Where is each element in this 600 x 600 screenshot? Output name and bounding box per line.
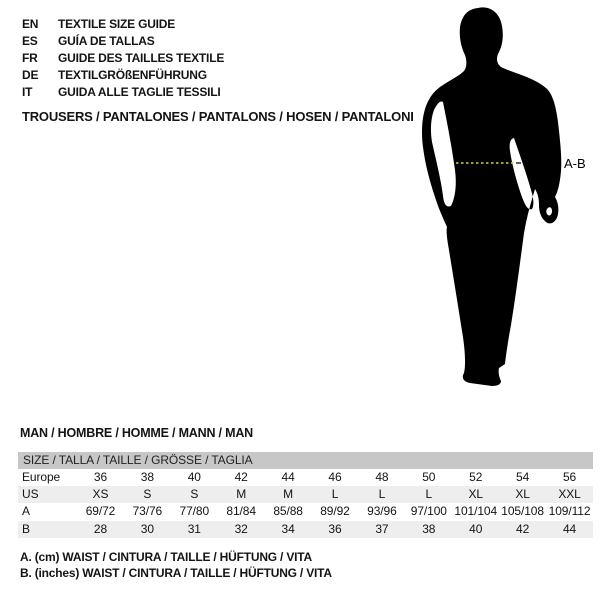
language-label: TEXTILGRÖßENFÜHRUNG bbox=[58, 67, 207, 82]
size-cell: 37 bbox=[375, 521, 389, 536]
size-cell: 85/88 bbox=[273, 504, 303, 519]
language-label: GUIDE DES TAILLES TEXTILE bbox=[58, 50, 225, 65]
size-cell: 48 bbox=[375, 470, 389, 484]
footnotes bbox=[20, 550, 332, 581]
footnote: A. (cm) WAIST / CINTURA / TAILLE / HÜFTUNG / VITA bbox=[20, 550, 312, 564]
man-silhouette bbox=[422, 7, 561, 386]
size-cell: L bbox=[331, 487, 339, 502]
size-cell: 77/80 bbox=[179, 504, 210, 519]
size-cell: 46 bbox=[328, 470, 342, 484]
language-label: TEXTILE SIZE GUIDE bbox=[58, 16, 176, 31]
size-cell: 52 bbox=[469, 470, 483, 484]
language-code: IT bbox=[22, 84, 33, 99]
size-cell: 73/76 bbox=[132, 504, 163, 519]
table-row bbox=[18, 486, 593, 503]
language-list bbox=[22, 15, 224, 100]
size-cell: S bbox=[190, 487, 199, 502]
row-label: B bbox=[22, 521, 30, 536]
size-cell: 54 bbox=[516, 470, 530, 484]
size-table-header: SIZE / TALLA / TAILLE / GRÖSSE / TAGLIA bbox=[18, 452, 593, 469]
size-cell: 34 bbox=[281, 521, 295, 536]
table-row bbox=[18, 469, 593, 486]
size-cell: 93/96 bbox=[367, 504, 397, 519]
language-row bbox=[22, 66, 224, 83]
size-cell: M bbox=[283, 487, 294, 502]
size-cell: 32 bbox=[234, 521, 248, 536]
size-cell: 69/72 bbox=[85, 504, 116, 519]
size-cell: 40 bbox=[187, 470, 201, 484]
language-row bbox=[22, 32, 224, 49]
size-cell: XXL bbox=[558, 487, 581, 502]
footnote: B. (inches) WAIST / CINTURA / TAILLE / HÜFTUNG / VITA bbox=[20, 565, 332, 580]
size-cell: 36 bbox=[93, 470, 108, 484]
language-row bbox=[22, 83, 224, 100]
section-heading: MAN / HOMBRE / HOMME / MANN / MAN bbox=[20, 426, 253, 440]
language-code: FR bbox=[22, 50, 38, 65]
language-label: GUIDA ALLE TAGLIE TESSILI bbox=[58, 84, 221, 99]
language-row bbox=[22, 49, 224, 66]
size-table bbox=[18, 452, 593, 538]
table-row bbox=[18, 521, 593, 538]
table-row bbox=[18, 503, 593, 520]
size-cell: 40 bbox=[469, 521, 483, 536]
size-cell: 36 bbox=[328, 521, 342, 536]
man-silhouette-figure bbox=[400, 0, 600, 400]
size-cell: XL bbox=[468, 487, 483, 502]
size-cell: 42 bbox=[516, 521, 530, 536]
size-cell: 105/108 bbox=[501, 504, 544, 519]
language-code: DE bbox=[22, 67, 39, 82]
language-label: GUÍA DE TALLAS bbox=[58, 33, 155, 48]
size-table-body bbox=[18, 469, 593, 538]
size-cell: L bbox=[425, 487, 433, 502]
size-cell: XL bbox=[515, 487, 530, 502]
size-cell: 31 bbox=[187, 521, 201, 536]
size-cell: 30 bbox=[140, 521, 154, 536]
size-cell: 38 bbox=[140, 470, 154, 484]
language-code: ES bbox=[22, 33, 38, 48]
size-cell: 56 bbox=[562, 470, 577, 484]
measure-label: A-B bbox=[564, 156, 586, 171]
size-cell: 44 bbox=[562, 521, 577, 536]
size-cell: 42 bbox=[234, 470, 248, 484]
size-cell: XS bbox=[92, 487, 109, 502]
size-cell: 101/104 bbox=[454, 504, 498, 519]
size-cell: 50 bbox=[422, 470, 436, 484]
language-row bbox=[22, 15, 224, 32]
size-cell: 89/92 bbox=[320, 504, 350, 519]
size-cell: 97/100 bbox=[410, 504, 447, 519]
size-cell: 28 bbox=[93, 521, 108, 536]
row-label: A bbox=[22, 504, 30, 519]
size-cell: M bbox=[236, 487, 247, 502]
product-heading: TROUSERS / PANTALONES / PANTALONS / HOSEN / PANTALONI bbox=[22, 109, 414, 124]
row-label: Europe bbox=[22, 470, 61, 484]
size-cell: 109/112 bbox=[548, 504, 591, 519]
size-cell: 38 bbox=[422, 521, 436, 536]
size-cell: 44 bbox=[281, 470, 295, 484]
row-label: US bbox=[22, 487, 39, 502]
size-cell: L bbox=[378, 487, 386, 502]
size-cell: 81/84 bbox=[226, 504, 256, 519]
language-code: EN bbox=[22, 16, 39, 31]
size-cell: S bbox=[143, 487, 152, 502]
